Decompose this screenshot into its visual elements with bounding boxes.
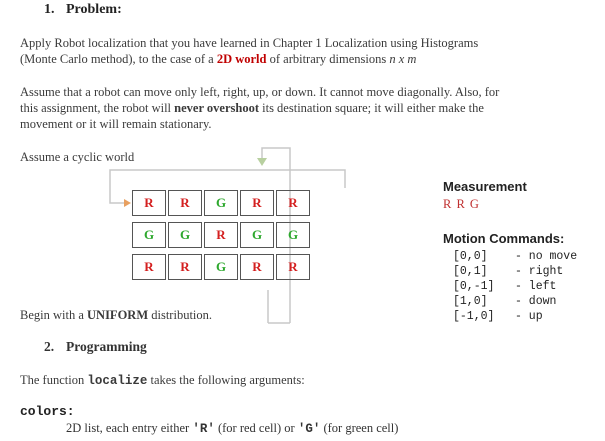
red-literal: 'R'	[192, 422, 215, 436]
grid-cell: R	[240, 190, 274, 216]
motion-description: - no move	[515, 250, 578, 263]
paragraph-movement-line-2: this assignment, the robot will never overshoot its destination square; it will either make the	[20, 101, 484, 115]
colors-arg-label: colors:	[20, 404, 75, 419]
motion-vector: [0,-1]	[453, 280, 495, 293]
motion-command-row	[453, 309, 577, 324]
grid-cell: G	[240, 222, 274, 248]
cyclic-world-text: Assume a cyclic world	[20, 150, 135, 164]
paragraph-intro-line-2: (Monte Carlo method), to the case of a 2D world of arbitrary dimensions n x m	[20, 52, 417, 66]
motion-command-row	[453, 264, 577, 279]
two-d-world-emphasis: 2D world	[216, 52, 267, 66]
motion-description: - left	[515, 280, 557, 293]
paragraph-intro-line-1: Apply Robot localization that you have learned in Chapter 1 Localization using Histograms	[20, 36, 479, 50]
grid-cell: R	[204, 222, 238, 248]
grid-cell: G	[276, 222, 310, 248]
motion-vector: [-1,0]	[453, 310, 495, 323]
grid-cell: R	[168, 254, 202, 280]
motion-command-row	[453, 294, 577, 309]
function-name: localize	[87, 374, 148, 388]
measurement-values: R R G	[443, 197, 480, 211]
motion-description: - down	[515, 295, 557, 308]
section-2-title: Programming	[66, 339, 147, 354]
grid-cell: R	[168, 190, 202, 216]
section-1-title: Problem:	[66, 2, 122, 17]
section-2-number: 2.	[44, 339, 55, 354]
vertical-wrap-arrow-icon	[257, 158, 267, 166]
motion-vector: [0,1]	[453, 265, 488, 278]
motion-commands-list	[453, 249, 577, 324]
motion-vector: [1,0]	[453, 295, 488, 308]
paragraph-movement-line-1: Assume that a robot can move only left, right, up, or down. It cannot move diagonally. Also, for	[20, 85, 500, 99]
grid-cell: G	[132, 222, 166, 248]
world-grid	[131, 190, 311, 286]
measurement-title: Measurement	[443, 179, 527, 194]
horizontal-wrap-arrow-icon	[124, 199, 131, 207]
motion-commands-title: Motion Commands:	[443, 231, 565, 246]
motion-command-row	[453, 249, 577, 264]
grid-cell: G	[168, 222, 202, 248]
motion-description: - right	[515, 265, 564, 278]
motion-vector: [0,0]	[453, 250, 488, 263]
grid-cell: G	[204, 254, 238, 280]
paragraph-movement-line-3: movement or it will remain stationary.	[20, 117, 212, 131]
grid-cell: R	[132, 254, 166, 280]
grid-cell: R	[240, 254, 274, 280]
section-1-number: 1.	[44, 2, 55, 17]
motion-command-row	[453, 279, 577, 294]
colors-arg-description: 2D list, each entry either 'R' (for red cell) or 'G' (for green cell)	[66, 421, 399, 436]
uniform-emphasis: UNIFORM	[87, 308, 149, 322]
function-description: The function localize takes the following arguments:	[20, 373, 305, 388]
green-literal: 'G'	[297, 422, 321, 436]
motion-description: - up	[515, 310, 543, 323]
dimensions-text: n x m	[389, 52, 417, 66]
begin-uniform-text: Begin with a UNIFORM distribution.	[20, 308, 213, 322]
grid-cell: R	[276, 190, 310, 216]
grid-cell: G	[204, 190, 238, 216]
grid-cell: R	[132, 190, 166, 216]
section-2-heading	[44, 339, 147, 355]
grid-cell: R	[276, 254, 310, 280]
never-overshoot-emphasis: never overshoot	[174, 101, 259, 115]
